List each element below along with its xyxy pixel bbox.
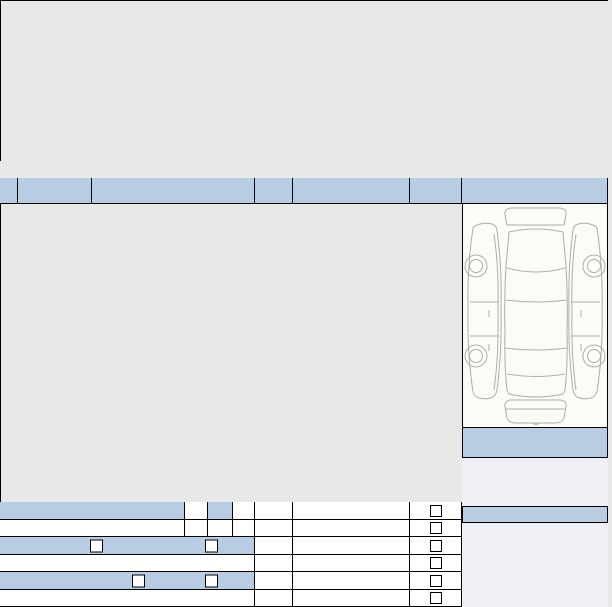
bremsen-ausfuehrung-cell	[410, 572, 462, 590]
sommerreifen-value-cell[interactable]	[255, 502, 293, 520]
vehicle-info-form	[0, 0, 608, 161]
mfk-kosten-cell[interactable]	[293, 555, 410, 572]
hinten-io-checkbox[interactable]	[205, 574, 218, 587]
sommerreifen-ausfuehrung-cell	[410, 502, 462, 520]
winterreifen-value-cell[interactable]	[255, 520, 293, 537]
vorne-io-checkbox[interactable]	[132, 574, 145, 587]
bottom-form	[0, 502, 462, 607]
bremsen-value-cell[interactable]	[255, 572, 293, 590]
header-kostenuebernahme	[293, 178, 410, 204]
ausfuehrung-checkbox[interactable]	[430, 575, 442, 587]
mfk-kosten-label	[0, 555, 255, 572]
sommer-eingelagert-checkbox[interactable]	[90, 539, 103, 552]
car-diagram	[463, 204, 607, 426]
sommerreifen-spacer	[208, 502, 233, 520]
winterreifen-ausfuehrung-cell	[410, 520, 462, 537]
winterreifen-kosten-cell[interactable]	[293, 520, 410, 537]
winterreifen-spacer	[208, 520, 233, 537]
header-fahrzeugskizze	[462, 178, 608, 204]
eingelagert-ausfuehrung-cell	[410, 537, 462, 555]
servicekosten-kosten-cell[interactable]	[293, 590, 410, 607]
ausfuehrung-checkbox[interactable]	[430, 505, 442, 517]
ausfuehrung-checkbox[interactable]	[430, 592, 442, 604]
corner-header-cell	[0, 178, 18, 204]
vehicle-sketch	[462, 204, 608, 428]
sheet-background-panel	[462, 458, 608, 607]
sommerreifen-kosten-cell[interactable]	[293, 502, 410, 520]
eingelagert-kosten-cell[interactable]	[293, 537, 410, 555]
winterreifen-mm-rear-unit	[233, 520, 255, 537]
header-schadenart	[18, 178, 92, 204]
sommerreifen-label	[0, 502, 185, 520]
bremsen-kosten-cell[interactable]	[293, 572, 410, 590]
bremsen-row-cell	[0, 572, 255, 590]
sommerreifen-mm-front-unit	[185, 502, 208, 520]
servicekosten-label	[0, 590, 255, 607]
winter-eingelagert-checkbox[interactable]	[205, 539, 218, 552]
header-ausfuehrung	[410, 178, 462, 204]
header-preis	[255, 178, 293, 204]
damage-table-rows	[0, 204, 462, 502]
header-arbeitsschritt	[92, 178, 255, 204]
winterreifen-label	[0, 520, 185, 537]
note-cell	[462, 428, 608, 458]
bemerkungen-label-cell	[462, 506, 608, 523]
eingelagert-value-cell[interactable]	[255, 537, 293, 555]
sommerreifen-mm-rear-unit	[233, 502, 255, 520]
ausfuehrung-checkbox[interactable]	[430, 557, 442, 569]
mfk-value-cell[interactable]	[255, 555, 293, 572]
ausfuehrung-checkbox[interactable]	[430, 540, 442, 552]
winterreifen-mm-front-unit	[185, 520, 208, 537]
servicekosten-value-cell[interactable]	[255, 590, 293, 607]
damage-table-header	[0, 178, 608, 204]
mfk-ausfuehrung-cell	[410, 555, 462, 572]
servicekosten-ausfuehrung-cell	[410, 590, 462, 607]
eingelagert-row-cell	[0, 537, 255, 555]
ausfuehrung-checkbox[interactable]	[430, 522, 442, 534]
